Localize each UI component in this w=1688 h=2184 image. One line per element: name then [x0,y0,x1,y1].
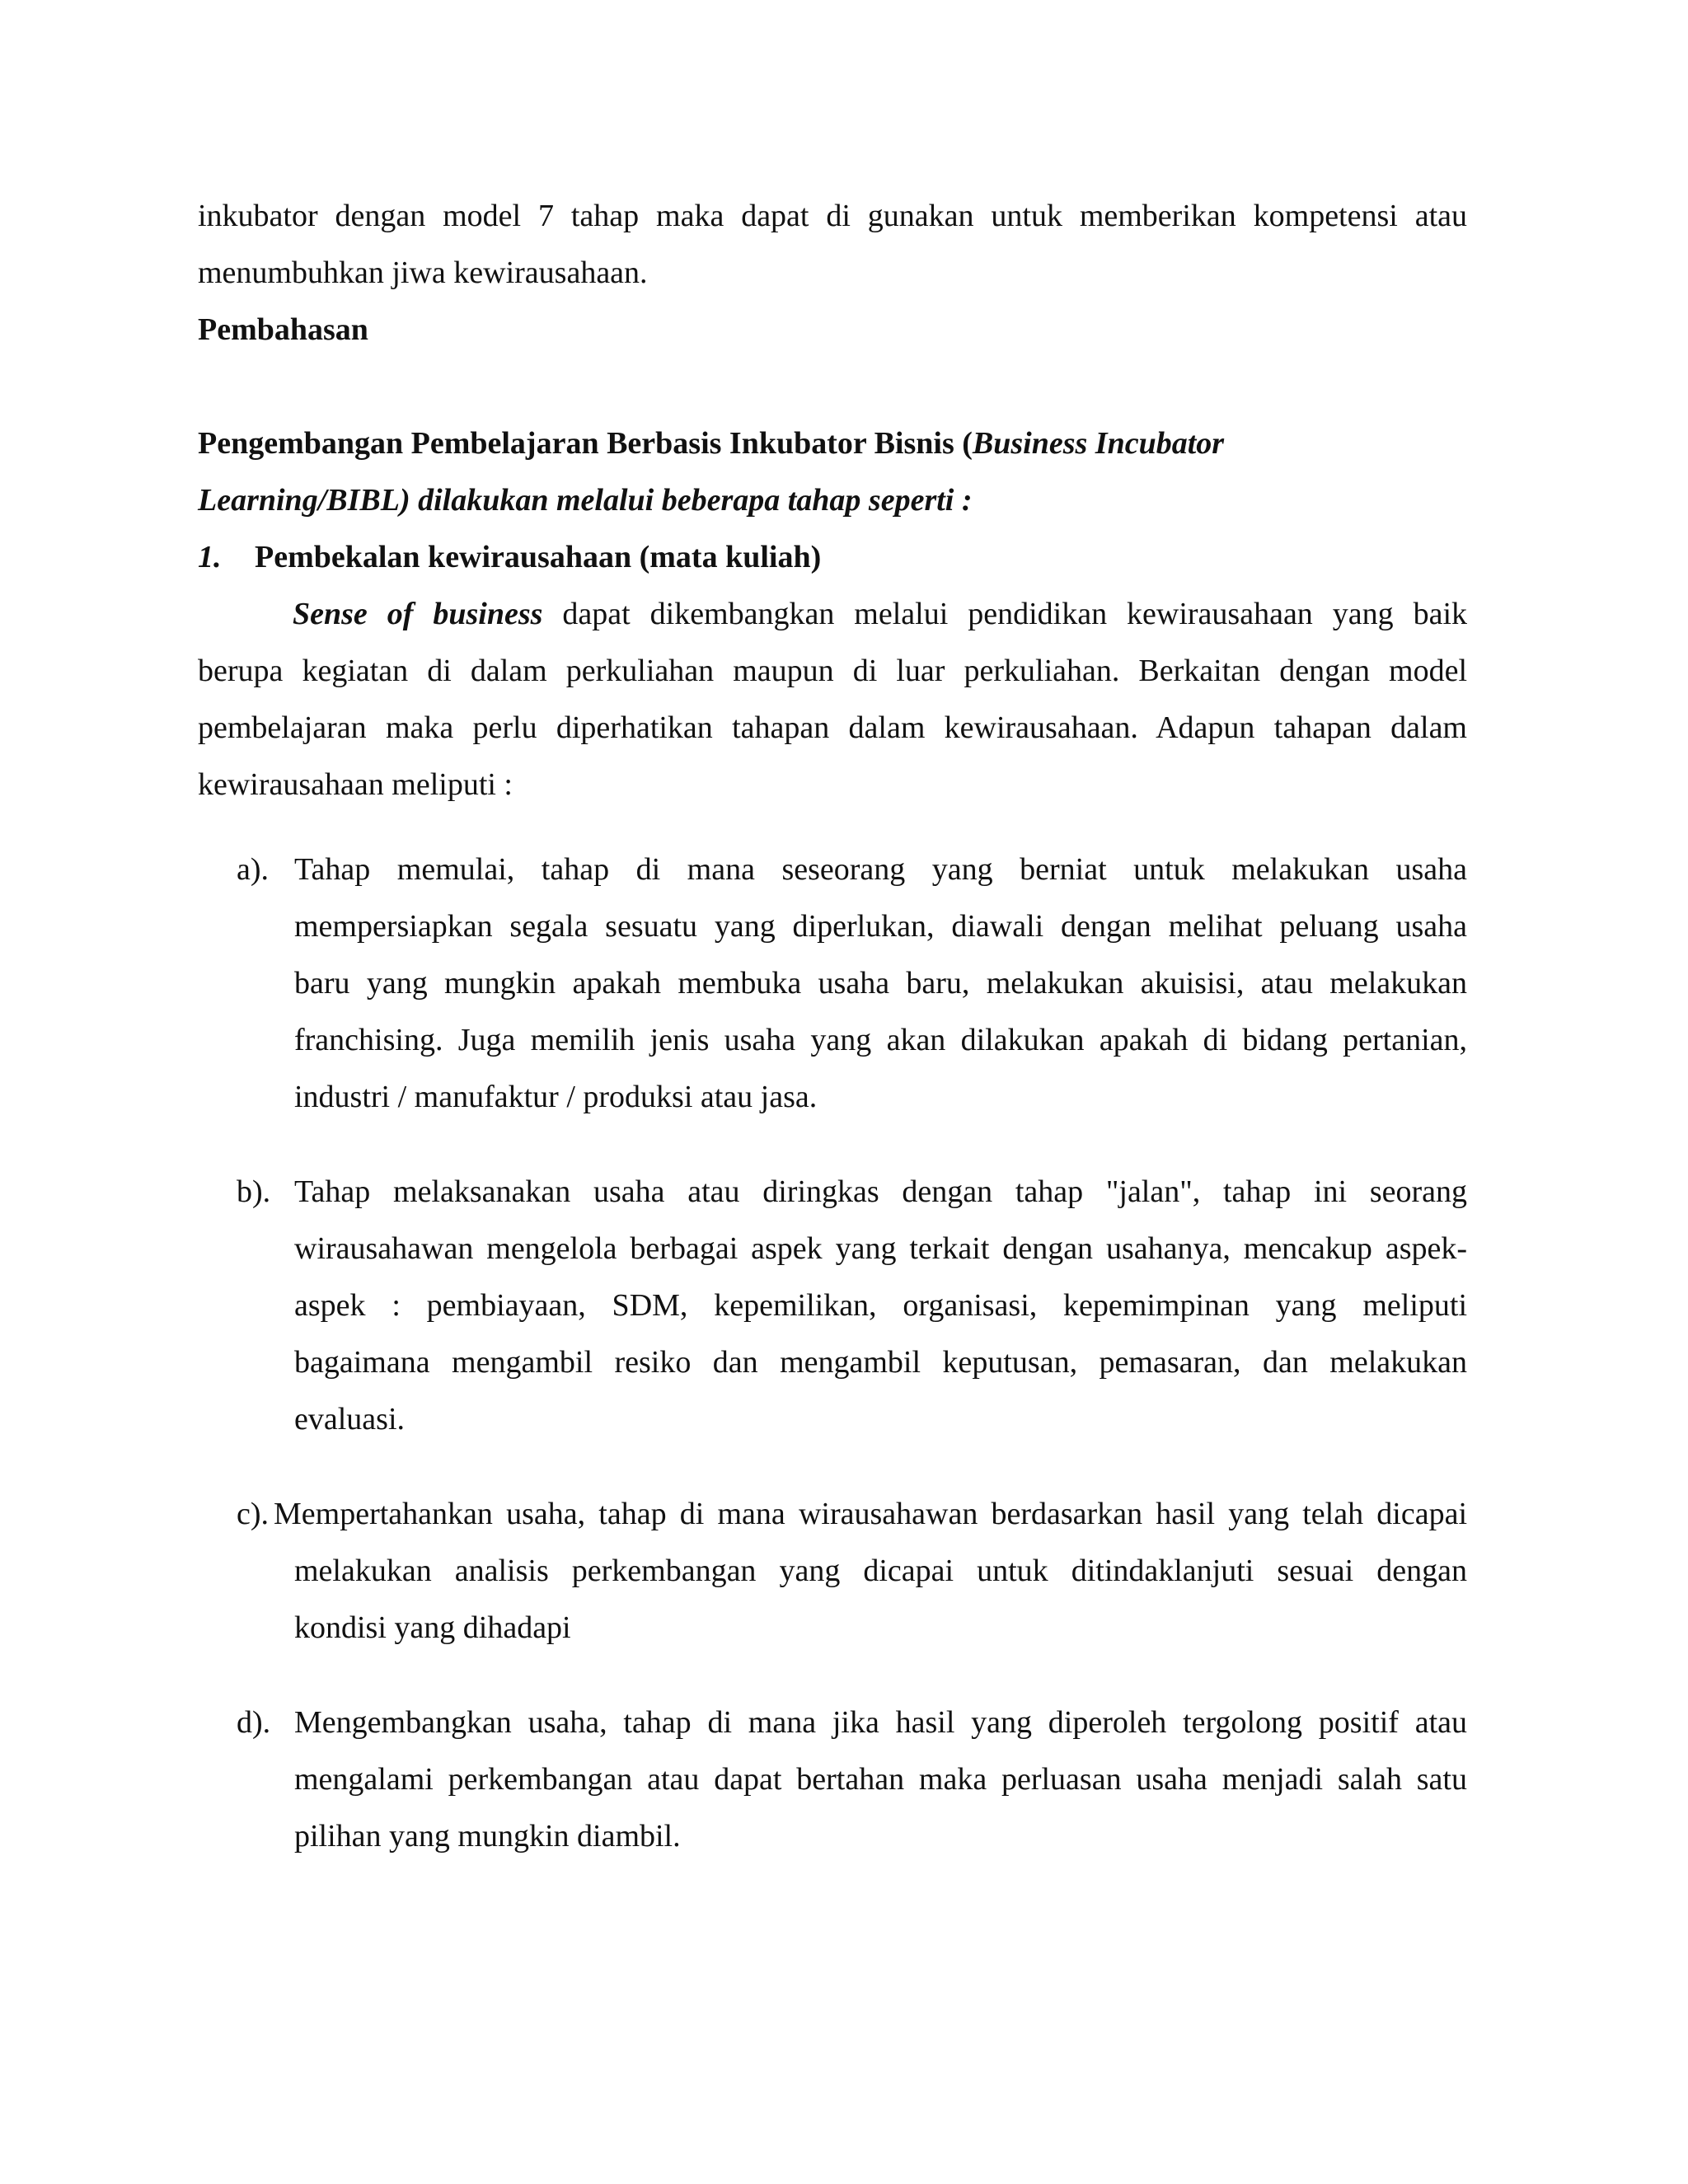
list-line: Tahap melaksanakan usaha atau diringkas dengan tahap "jalan", tahap ini seorang [294,1174,1467,1209]
list-item-a [198,841,1467,1126]
list-line: melakukan analisis perkembangan yang dicapai untuk ditindaklanjuti sesuai dengan [294,1554,1467,1588]
list-line: aspek : pembiayaan, SDM, kepemilikan, organisasi, kepemimpinan yang meliputi [294,1288,1467,1323]
numbered-heading [198,529,1467,586]
list-line: bagaimana mengambil resiko dan mengambil keputusan, pemasaran, dan melakukan [294,1345,1467,1380]
list-item-body [274,1486,1467,1657]
list-line: evaluasi. [294,1402,406,1436]
list-line: kondisi yang dihadapi [294,1610,571,1645]
list-item-body [294,1694,1467,1865]
subheading-part-1: Pengembangan Pembelajaran Berbasis Inkubator Bisnis ( [198,426,973,461]
list-line: Mengembangkan usaha, tahap di mana jika hasil yang diperoleh tergolong positif atau [294,1705,1467,1740]
main-paragraph [198,586,1467,813]
heading-text: Pembekalan kewirausahaan (mata kuliah) [255,540,822,574]
paragraph-lead: Sense of business [293,597,543,631]
list-line: mempersiapkan segala sesuatu yang diperlukan, diawali dengan melihat peluang usaha [294,909,1467,944]
list-line: baru yang mungkin apakah membuka usaha baru, melakukan akuisisi, atau melakukan [294,966,1467,1001]
paragraph-line-1 [198,586,1467,643]
list-item-body [294,1164,1467,1448]
subheading-line-2: Learning/BIBL) dilakukan melalui beberapa tahap seperti : [198,483,973,518]
list-item-body [294,841,1467,1126]
paragraph-line-4: kewirausahaan meliputi : [198,767,513,802]
list-line: mengalami perkembangan atau dapat bertahan maka perluasan usaha menjadi salah satu [294,1762,1467,1797]
paragraph-line-3: pembelajaran maka perlu diperhatikan tahapan dalam kewirausahaan. Adapun tahapan dalam [198,710,1467,745]
intro-paragraph [198,188,1467,302]
list-line: Mempertahankan usaha, tahap di mana wirausahawan berdasarkan hasil yang telah dicapai [274,1497,1467,1531]
subheading-line-1 [198,415,1467,472]
list-line: pilihan yang mungkin diambil. [294,1819,681,1854]
list-line: Tahap memulai, tahap di mana seseorang yang berniat untuk melakukan usaha [294,852,1467,887]
list-marker: b). [237,1174,271,1209]
list-marker: a). [237,852,270,887]
list-item-b [198,1164,1467,1448]
subheading-part-2: Business Incubator [972,426,1225,461]
paragraph-line-2: berupa kegiatan di dalam perkuliahan maupun di luar perkuliahan. Berkaitan dengan model [198,654,1467,688]
heading-number: 1. [198,540,222,574]
list-marker: c). [237,1497,270,1531]
list-line: wirausahawan mengelola berbagai aspek yang terkait dengan usahanya, mencakup aspek- [294,1231,1467,1266]
list-marker: d). [237,1705,271,1740]
list-line: industri / manufaktur / produksi atau jasa. [294,1080,818,1114]
list-item-c [198,1486,1467,1657]
intro-line-1: inkubator dengan model 7 tahap maka dapat di gunakan untuk memberikan kompetensi atau [198,199,1467,233]
paragraph-line-1-rest: dapat dikembangkan melalui pendidikan kewirausahaan yang baik [562,597,1468,631]
list-item-d [198,1694,1467,1865]
intro-line-2: menumbuhkan jiwa kewirausahaan. [198,255,648,290]
subheading [198,415,1467,529]
list-line: franchising. Juga memilih jenis usaha yang akan dilakukan apakah di bidang pertanian, [294,1023,1467,1057]
section-heading: Pembahasan [198,312,368,347]
